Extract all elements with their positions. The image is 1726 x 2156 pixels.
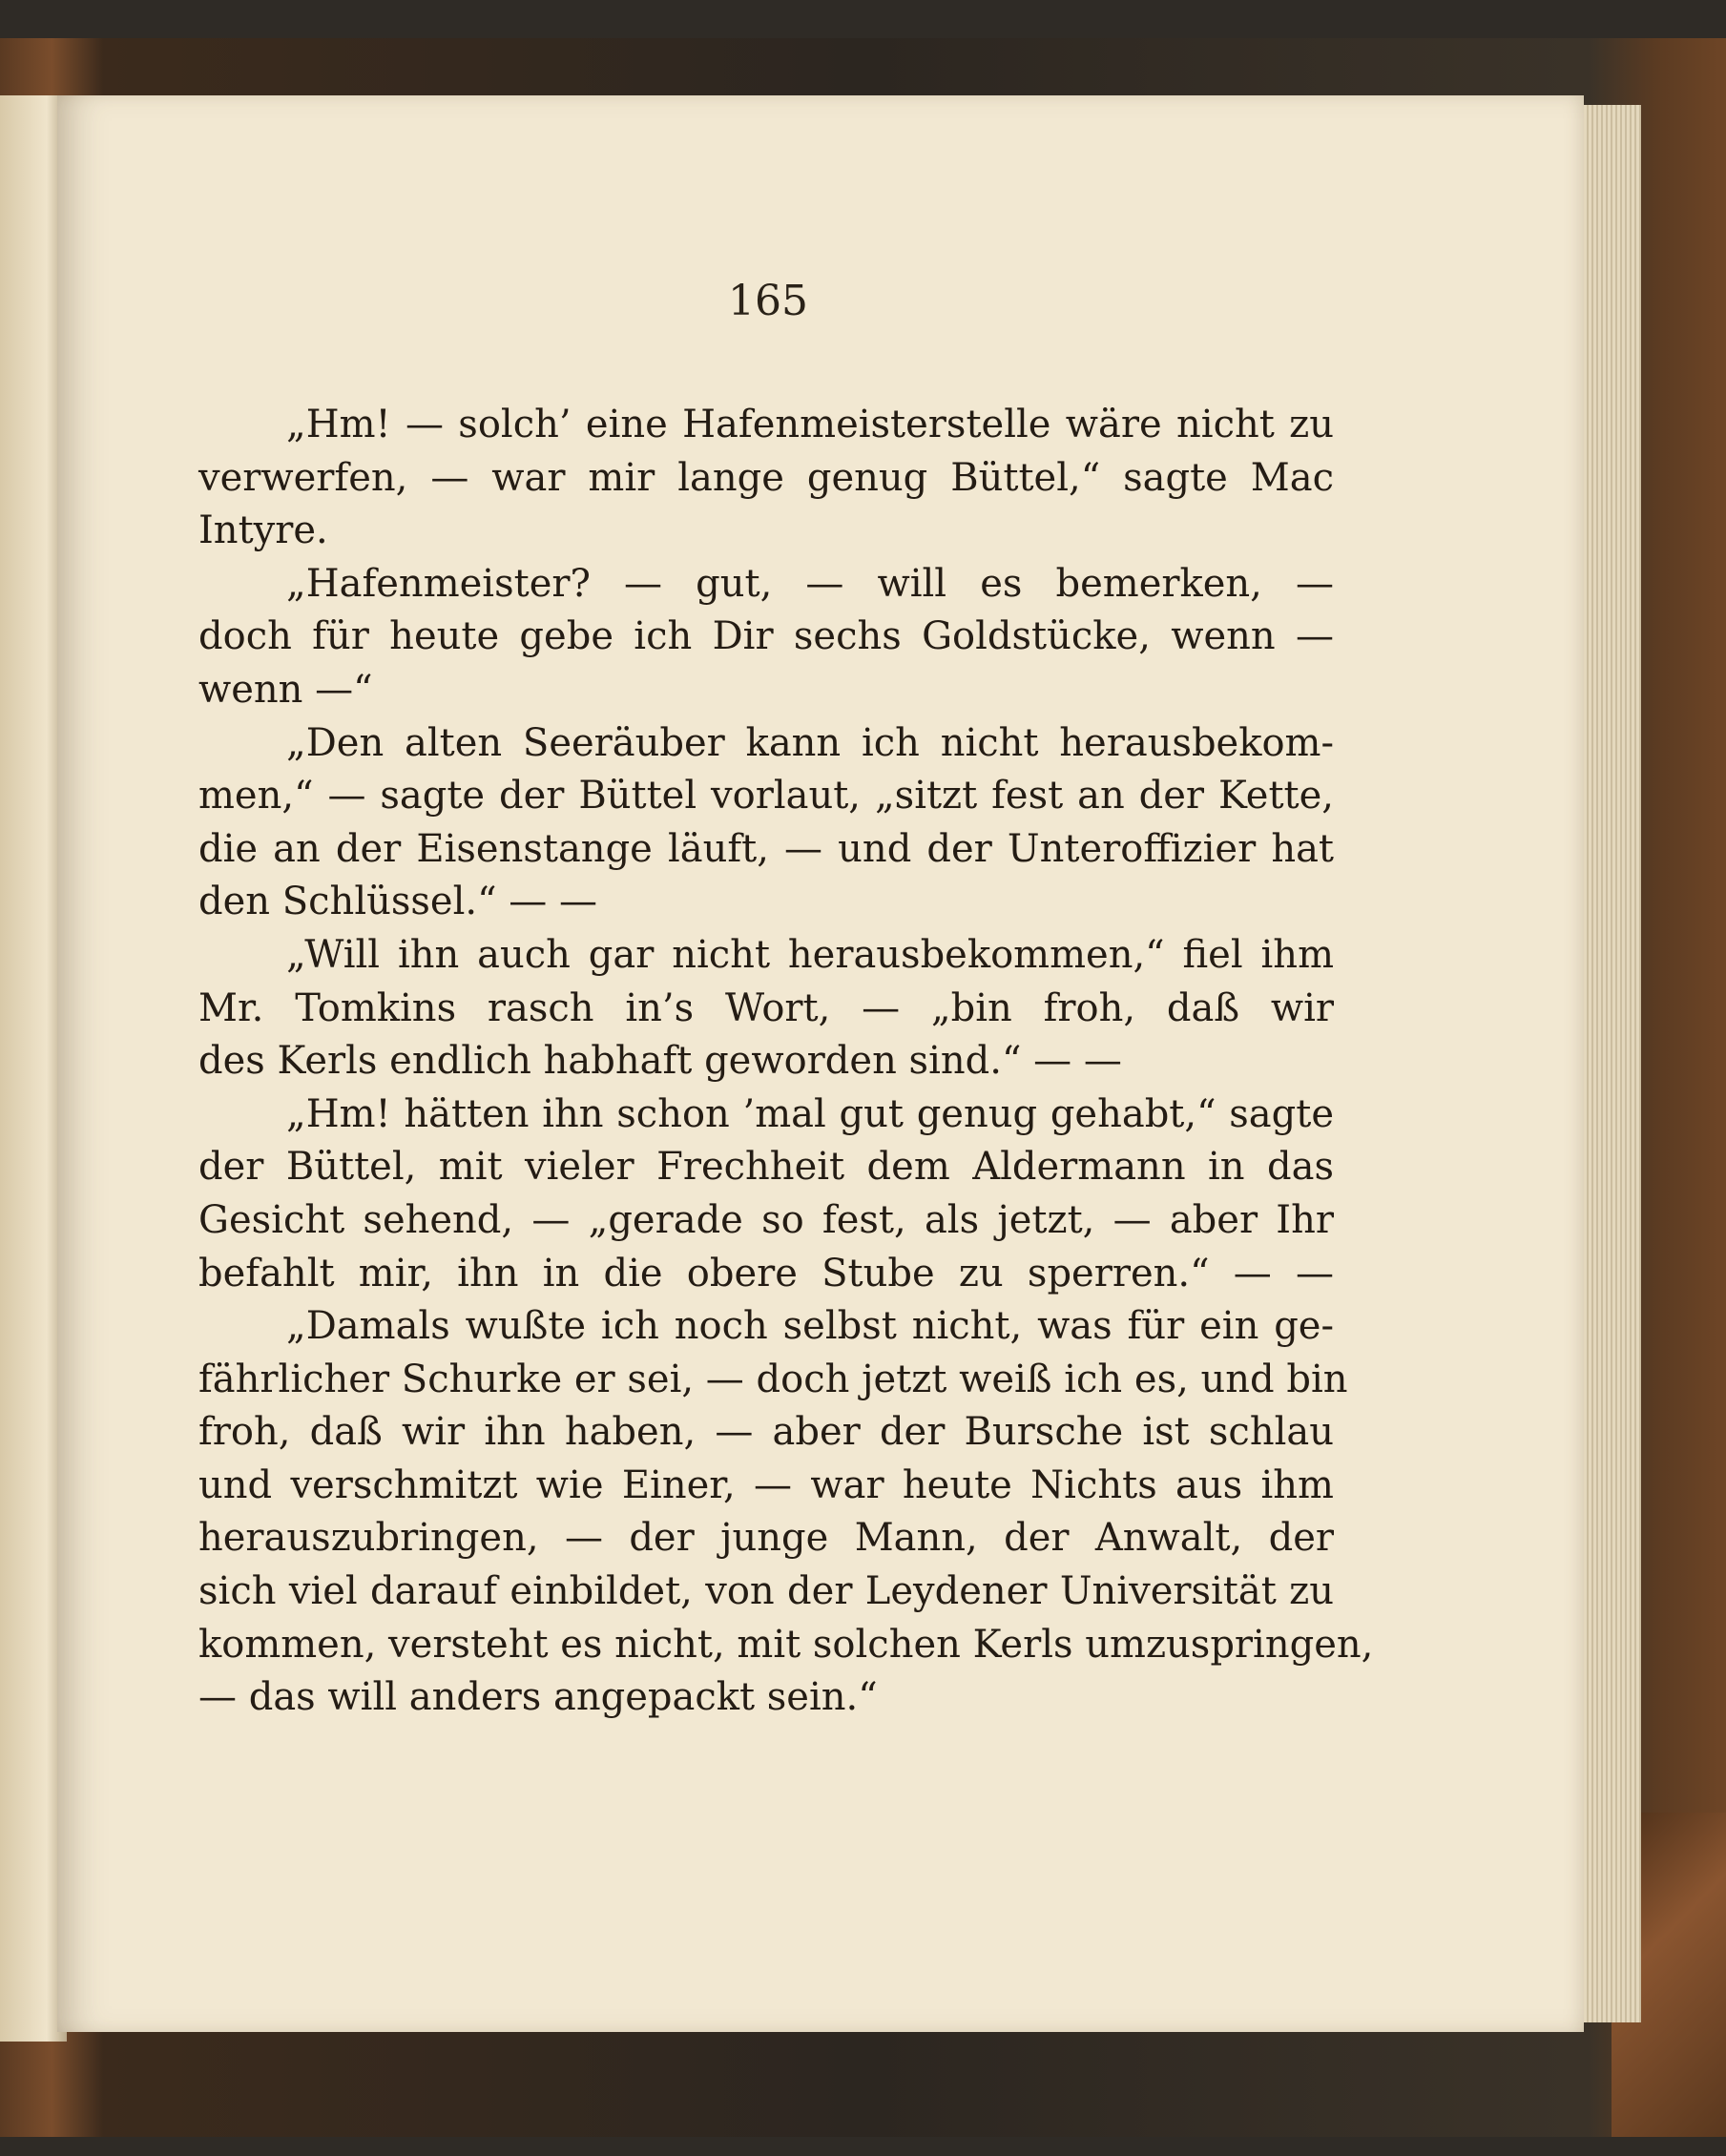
- text-line: sich viel darauf einbildet, von der Leydener Universität zu: [198, 1569, 1334, 1614]
- text-line: „Hm! hätten ihn schon ’mal gut genug gehabt,“ sagte: [286, 1091, 1334, 1136]
- page-text: [198, 399, 1374, 1725]
- text-line: herauszubringen, — der junge Mann, der Anwalt, der: [198, 1516, 1334, 1561]
- text-line: „Hm! — solch’ eine Hafenmeisterstelle wäre nicht zu: [286, 403, 1334, 446]
- page-number: 165: [728, 277, 808, 325]
- text-line: befahlt mir, ihn in die obere Stube zu sperren.“ — —: [198, 1251, 1334, 1296]
- text-line: „Will ihn auch gar nicht herausbekommen,“ fiel ihm: [286, 932, 1334, 977]
- text-line: „Den alten Seeräuber kann ich nicht herausbekom-: [286, 720, 1334, 765]
- text-line: die an der Eisenstange läuft, — und der Unteroffizier hat: [198, 826, 1334, 871]
- text-line: Intyre.: [198, 508, 328, 553]
- text-line: den Schlüssel.“ — —: [198, 880, 597, 924]
- text-line: kommen, versteht es nicht, mit solchen Kerls umzuspringen,: [198, 1622, 1374, 1667]
- text-line: verwerfen, — war mir lange genug Büttel,“ sagte Mac: [198, 455, 1334, 500]
- text-line: Gesicht sehend, — „gerade so fest, als jetzt, — aber Ihr: [198, 1197, 1334, 1242]
- text-line: „Hafenmeister? — gut, — will es bemerken, —: [286, 561, 1334, 606]
- text-line: und verschmitzt wie Einer, — war heute Nichts aus ihm: [198, 1462, 1334, 1507]
- text-line: men,“ — sagte der Büttel vorlaut, „sitzt fest an der Kette,: [198, 774, 1334, 819]
- text-line: fährlicher Schurke er sei, — doch jetzt weiß ich es, und bin: [198, 1357, 1348, 1401]
- text-line: der Büttel, mit vieler Frechheit dem Aldermann in das: [198, 1145, 1334, 1190]
- text-line: doch für heute gebe ich Dir sechs Goldstücke, wenn —: [198, 614, 1334, 659]
- page-edges: [1579, 105, 1641, 2022]
- text-line: des Kerls endlich habhaft geworden sind.“ — —: [198, 1039, 1122, 1084]
- text-line: — das will anders angepackt sein.“: [198, 1675, 878, 1720]
- text-line: wenn —“: [198, 667, 373, 712]
- text-line: froh, daß wir ihn haben, — aber der Bursche ist schlau: [198, 1410, 1334, 1455]
- text-line: „Damals wußte ich noch selbst nicht, was für ein ge-: [286, 1304, 1334, 1349]
- text-line: Mr. Tomkins rasch in’s Wort, — „bin froh, daß wir: [198, 985, 1334, 1030]
